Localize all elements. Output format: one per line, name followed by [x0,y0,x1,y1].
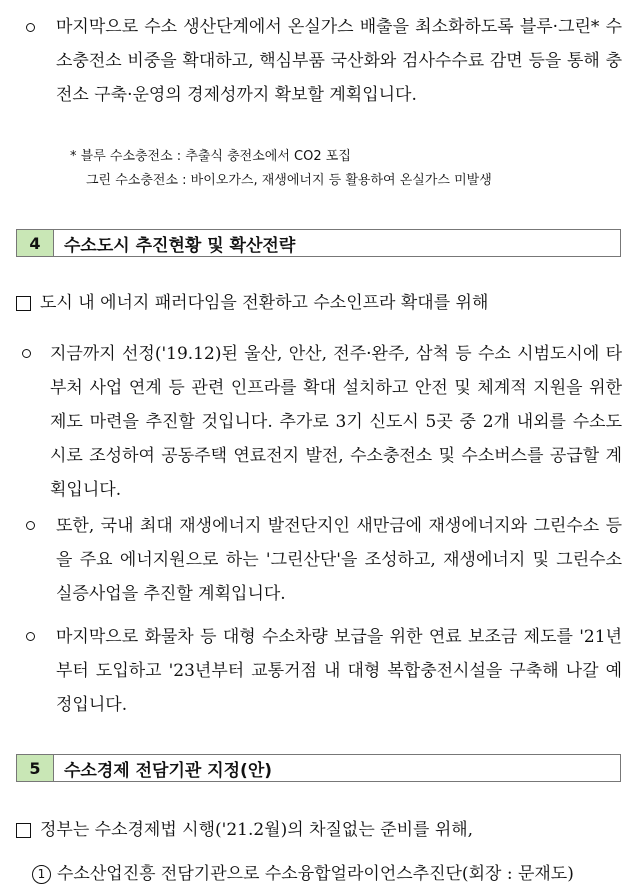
circle-bullet-icon [26,632,35,641]
circle-bullet-icon [22,349,31,358]
section-4-number: 4 [17,230,54,256]
section-4-header [16,229,621,257]
section-5-title: 수소경제 전담기관 지정(안) [64,760,273,781]
square-bullet-icon [16,296,31,311]
circle-bullet-icon [26,521,35,530]
section-4-title: 수소도시 추진현황 및 확산전략 [64,235,296,256]
section-4-bullet-2: 또한, 국내 최대 재생에너지 발전단지인 새만금에 재생에너지와 그린수소 등을 주요 에너지원으로 하는 '그린산단'을 조성하고, 재생에너지 및 그린수소 실증사업을 추진할 계획입니다. [56,516,622,604]
section-4-lead: 도시 내 에너지 패러다임을 전환하고 수소인프라 확대를 위해 [40,293,489,313]
footnote-blue-hydrogen: * 블루 수소충전소 : 추출식 충전소에서 CO2 포집 [70,149,351,164]
intro-paragraph: 마지막으로 수소 생산단계에서 온실가스 배출을 최소화하도록 블루·그린* 수소충전소 비중을 확대하고, 핵심부품 국산화와 검사수수료 감면 등을 통해 충전소 구축·운영의 경제성까지 확보할 계획입니다. [56,17,622,105]
section-4-bullet-3: 마지막으로 화물차 등 대형 수소차량 보급을 위한 연료 보조금 제도를 '21년부터 도입하고 '23년부터 교통거점 내 대형 복합충전시설을 구축해 나갈 예정입니다. [56,627,622,715]
section-5-header [16,754,621,782]
circle-bullet-icon [26,23,35,32]
section-4-bullet-1: 지금까지 선정('19.12)된 울산, 안산, 전주·완주, 삼척 등 수소 시범도시에 타 부처 사업 연계 등 관련 인프라를 확대 설치하고 안전 및 체계적 지원을 위한 제도 마련을 추진할 것입니다. 추가로 3기 신도시 5곳 중 2개 내외를 수소도시로 조성하여 공동주택 연료전지 발전, 수소충전소 및 수소버스를 공급할 계획입니다. [50,344,622,500]
section-5-item-1-text: 수소산업진흥 전담기관으로 수소융합얼라이언스추진단(회장 : 문재도) [57,864,574,884]
numbered-circle-icon: 1 [32,865,51,884]
section-5-number: 5 [17,755,54,781]
section-5-item-1 [32,859,574,889]
section-5-lead: 정부는 수소경제법 시행('21.2월)의 차질없는 준비를 위해, [40,820,474,840]
square-bullet-icon [16,823,31,838]
footnote-green-hydrogen: 그린 수소충전소 : 바이오가스, 재생에너지 등 활용하여 온실가스 미발생 [86,173,492,188]
